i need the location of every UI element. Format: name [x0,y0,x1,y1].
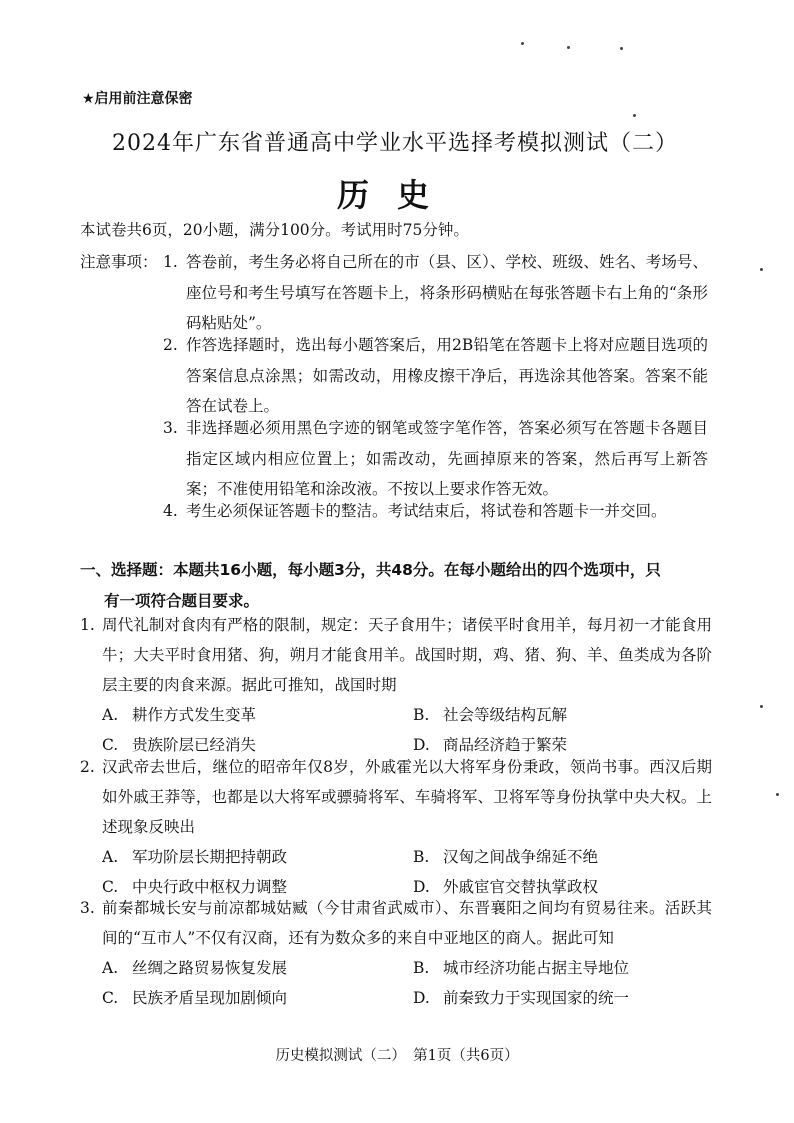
option-list [80,700,712,760]
option-letter: B. [413,848,430,866]
option-letter: D. [413,878,430,896]
confidential-mark: ★启用前注意保密 [82,91,193,107]
note-item [163,496,708,527]
question-text: 前秦都城长安与前凉都城姑臧（今甘肃省武威市）、东晋襄阳之间均有贸易往来。活跃其间的“互市人”不仅有汉商，还有为数众多的来自中亚地区的商人。据此可知 [102,899,712,947]
note-item [163,247,708,339]
section-heading-line1: 一、选择题：本题共16小题，每小题3分，共48分。在每小题给出的四个选项中，只 [80,561,661,579]
option-letter: C. [102,989,119,1007]
option-a[interactable] [102,842,287,872]
option-text: 商品经济趋于繁荣 [443,736,568,754]
option-text: 耕作方式发生变革 [132,706,257,724]
option-text: 城市经济功能占据主导地位 [443,959,630,977]
note-text: 非选择题必须用黑色字迹的钢笔或签字笔作答，答案必须写在答题卡各题目指定区域内相应位置上；如需改动，先画掉原来的答案，然后再写上新答案；不准使用铅笔和涂改液。不按以上要求作答无效。 [186,419,708,498]
note-text: 答卷前，考生务必将自己所在的市（县、区）、学校、班级、姓名、考场号、座位号和考生号填写在答题卡上，将条形码横贴在每张答题卡右上角的“条形码粘贴处”。 [186,253,708,332]
note-number: 1. [163,253,178,271]
option-letter: B. [413,959,430,977]
option-letter: C. [102,878,119,896]
question-3 [80,893,712,1013]
option-text: 前秦致力于实现国家的统一 [443,989,630,1007]
scan-speck [633,114,636,117]
option-text: 民族矛盾呈现加剧倾向 [132,989,288,1007]
option-text: 外戚宦官交替执掌政权 [443,878,599,896]
note-item [163,330,708,422]
option-text: 军功阶层长期把持朝政 [132,848,288,866]
question-1 [80,610,712,760]
note-text: 作答选择题时，选出每小题答案后，用2B铅笔在答题卡上将对应题目选项的答案信息点涂黑；如需改动，用橡皮擦干净后，再选涂其他答案。答案不能答在试卷上。 [186,336,708,415]
question-text: 汉武帝去世后，继位的昭帝年仅8岁，外戚霍光以大将军身份秉政，领尚书事。西汉后期如外戚王莽等，也都是以大将军或骠骑将军、车骑将军、卫将军等身份执掌中央大权。上述现象反映出 [102,758,712,836]
option-list [80,953,712,1013]
page-footer: 历史模拟测试（二） 第1页（共6页） [275,1048,519,1064]
question-stem [80,752,712,842]
option-text: 中央行政中枢权力调整 [132,878,288,896]
option-text: 社会等级结构瓦解 [443,706,568,724]
scan-speck [760,705,763,708]
exam-title: 2024年广东省普通高中学业水平选择考模拟测试（二） [112,131,678,156]
option-text: 贵族阶层已经消失 [132,736,257,754]
subject-title: 历史 [336,176,457,214]
note-item [163,413,708,505]
option-d[interactable] [413,983,629,1013]
question-stem [80,893,712,953]
option-b[interactable] [413,953,629,983]
option-c[interactable] [102,983,287,1013]
option-letter: A. [102,959,119,977]
note-number: 2. [163,336,178,354]
note-text: 考生必须保证答题卡的整洁。考试结束后，将试卷和答题卡一并交回。 [186,502,667,520]
question-number: 3. [80,899,95,917]
scan-speck [776,793,779,796]
note-number: 4. [163,502,178,520]
option-letter: D. [413,736,430,754]
question-2 [80,752,712,902]
option-letter: C. [102,736,119,754]
scan-speck [521,42,524,45]
option-letter: A. [102,706,119,724]
option-text: 汉匈之间战争绵延不绝 [443,848,599,866]
option-a[interactable] [102,953,287,983]
option-letter: D. [413,989,430,1007]
option-b[interactable] [413,700,567,730]
question-number: 1. [80,616,95,634]
note-number: 3. [163,419,178,437]
question-stem [80,610,712,700]
scan-speck [620,47,623,50]
exam-summary: 本试卷共6页，20小题，满分100分。考试用时75分钟。 [80,221,469,239]
scan-speck [760,268,763,271]
notes-label: 注意事项： [80,253,158,271]
option-a[interactable] [102,700,256,730]
option-text: 丝绸之路贸易恢复发展 [132,959,288,977]
question-number: 2. [80,758,95,776]
section-heading [80,555,710,617]
option-letter: B. [413,706,430,724]
question-text: 周代礼制对食肉有严格的限制，规定：天子食用牛；诸侯平时食用羊，每月初一才能食用牛；大夫平时食用猪、狗，朔月才能食用羊。战国时期，鸡、猪、狗、羊、鱼类成为各阶层主要的肉食来源。据此可推知，战国时期 [102,616,712,694]
option-b[interactable] [413,842,598,872]
scan-speck [567,46,570,49]
section-heading-line2: 有一项符合题目要求。 [104,592,260,610]
option-letter: A. [102,848,119,866]
